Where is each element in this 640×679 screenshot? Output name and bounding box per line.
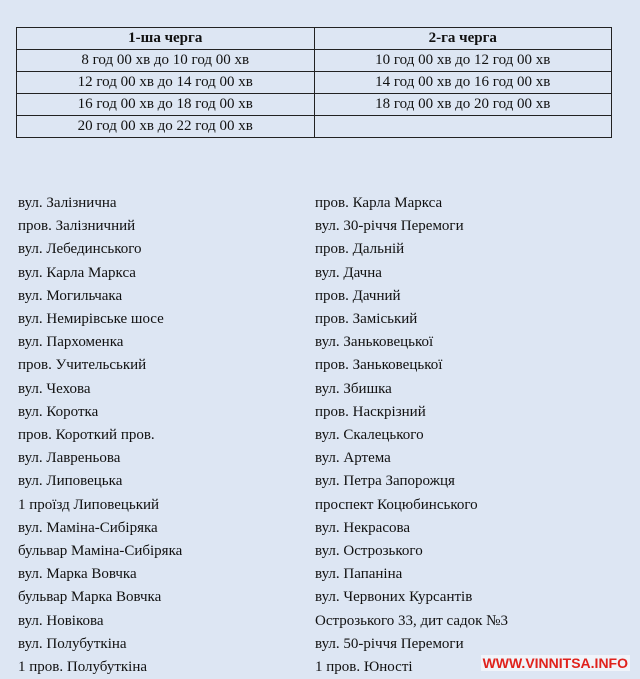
street-item: вул. Лавреньова [18,450,121,467]
street-item: вул. Немирівське шосе [18,311,164,328]
schedule-cell: 12 год 00 хв до 14 год 00 хв [17,72,315,94]
street-item: пров. Дачний [315,287,401,304]
street-item: проспект Коцюбинського [315,496,478,513]
street-item: вул. Некрасова [315,519,411,536]
street-item: вул. Заньковецької [315,334,434,351]
street-item: пров. Наскрізний [315,403,426,420]
street-item: Острозького 33, дит садок №3 [315,612,508,629]
street-item: вул. Липовецька [18,473,123,490]
schedule-header-row [17,28,612,50]
street-item: бульвар Маміна-Сибіряка [18,543,183,560]
queue-2-header: 2-га черга [314,28,612,50]
schedule-cell: 18 год 00 хв до 20 год 00 хв [314,94,612,116]
schedule-row [17,94,612,116]
street-item: вул. Дачна [315,264,382,281]
street-item: вул. Острозького [315,543,423,560]
street-item: пров. Дальній [315,241,405,258]
street-item: вул. Полубуткіна [18,635,127,652]
queue-2-street-list [315,192,508,679]
street-item: пров. Короткий пров. [18,427,155,444]
schedule-cell [314,116,612,138]
schedule-row [17,50,612,72]
street-item: 1 пров. Полубуткіна [18,659,148,676]
street-item: 1 проїзд Липовецький [18,496,160,513]
schedule-cell: 16 год 00 хв до 18 год 00 хв [17,94,315,116]
street-item: бульвар Марка Вовчка [18,589,162,606]
street-item: пров. Заміський [315,311,418,328]
street-item: вул. Чехова [18,380,91,397]
queue-1-street-list [18,192,182,679]
street-item: пров. Заньковецької [315,357,443,374]
street-item: вул. Скалецького [315,427,424,444]
queue-1-header: 1-ша черга [17,28,315,50]
street-item: вул. Могильчака [18,287,123,304]
schedule-cell: 14 год 00 хв до 16 год 00 хв [314,72,612,94]
street-item: вул. Новікова [18,612,104,629]
street-item: вул. Залізнична [18,195,117,211]
street-item: вул. Коротка [18,403,99,420]
schedule-table [16,27,612,138]
street-item: пров. Залізничний [18,218,136,235]
street-item: вул. Червоних Курсантів [315,589,473,606]
street-item: вул. Артема [315,450,391,467]
street-item: вул. Збишка [315,380,392,397]
street-item: 1 пров. Юності [315,659,413,676]
site-watermark: WWW.VINNITSA.INFO [482,655,628,671]
street-item: вул. 30-річчя Перемоги [315,218,464,235]
street-item: вул. Маміна-Сибіряка [18,519,158,536]
street-item: вул. Папаніна [315,566,403,583]
street-item: вул. Лебединського [18,241,142,258]
street-item: вул. Карла Маркса [18,264,136,281]
street-item: пров. Учительський [18,357,147,374]
schedule-cell: 8 год 00 хв до 10 год 00 хв [17,50,315,72]
street-item: пров. Карла Маркса [315,195,443,211]
street-item: вул. Марка Вовчка [18,566,137,583]
street-item: вул. Петра Запорожця [315,473,455,490]
street-item: вул. Пархоменка [18,334,124,351]
schedule-row [17,116,612,138]
schedule-cell: 10 год 00 хв до 12 год 00 хв [314,50,612,72]
schedule-cell: 20 год 00 хв до 22 год 00 хв [17,116,315,138]
schedule-row [17,72,612,94]
street-item: вул. 50-річчя Перемоги [315,635,464,652]
